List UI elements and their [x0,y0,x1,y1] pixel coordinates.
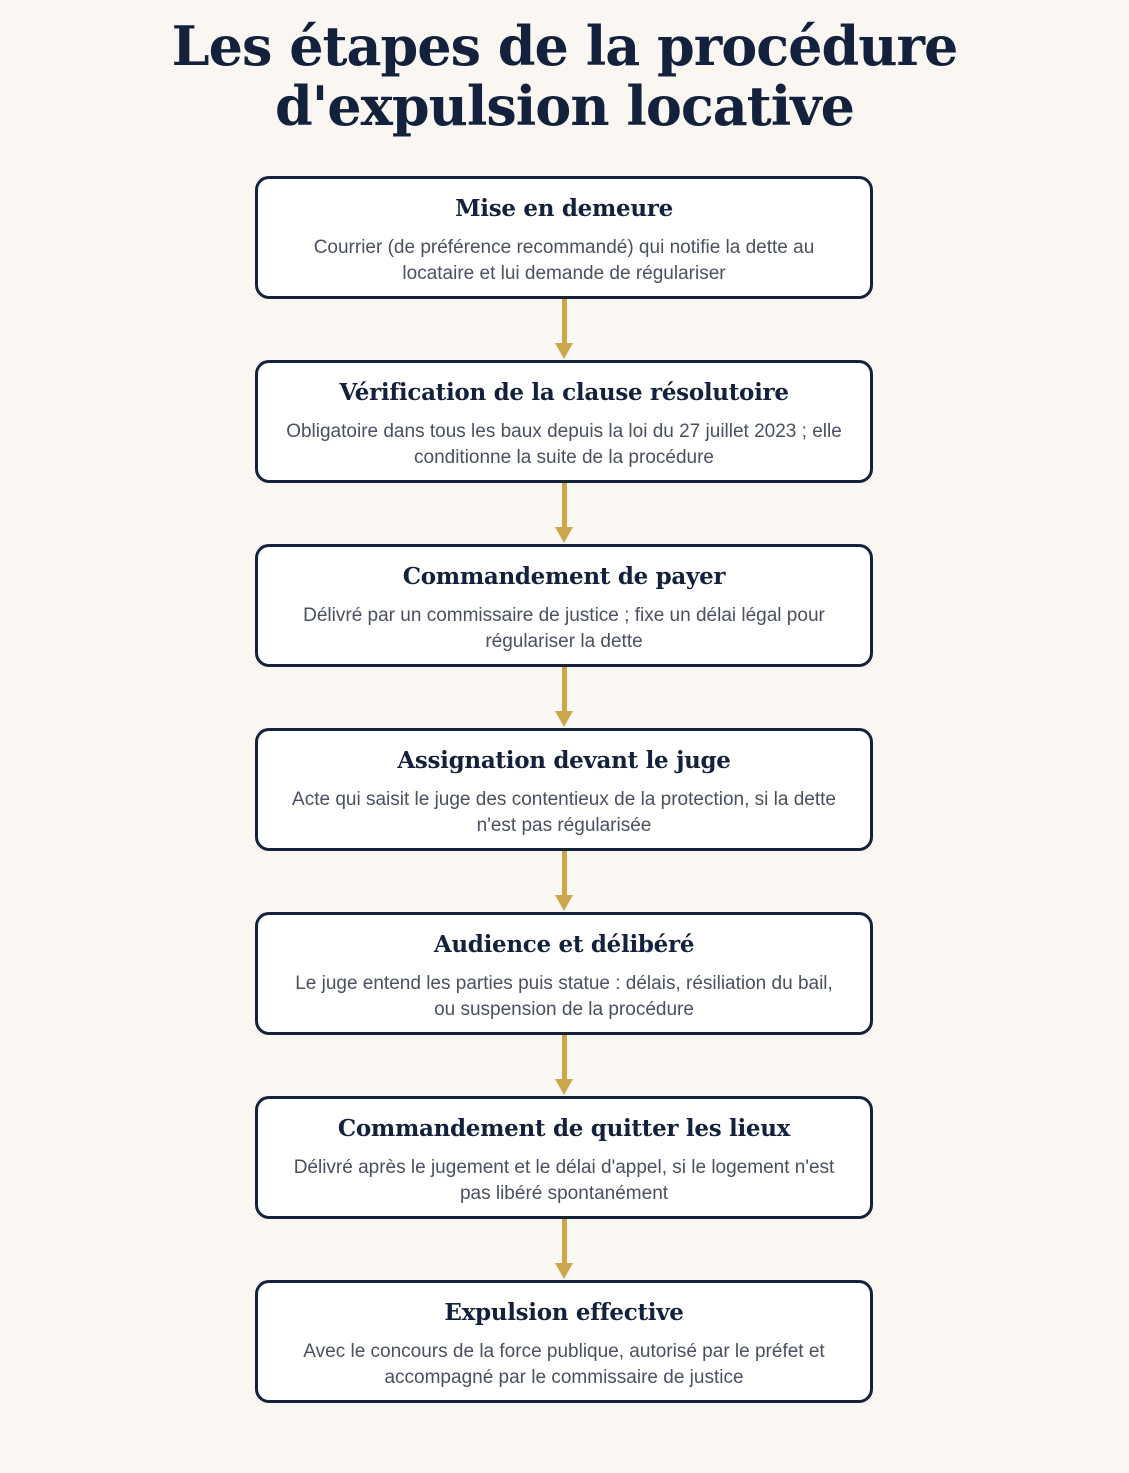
step-audience-delibere [255,912,873,1035]
step-title: Commandement de payer [402,563,726,590]
step-mise-en-demeure [255,176,873,299]
step-description: Délivré après le jugement et le délai d'appel, si le logement n'est pas libéré spontanément [293,1157,835,1204]
page-title: Les étapes de la procédure d'expulsion locative [171,14,958,138]
step-title: Audience et délibéré [433,931,695,958]
step-expulsion-effective [255,1280,873,1403]
step-title: Vérification de la clause résolutoire [339,379,789,406]
step-description: Le juge entend les parties puis statue : délais, résiliation du bail, ou suspension de la procédure [295,973,833,1020]
step-verification-clause [255,360,873,483]
step-description: Obligatoire dans tous les baux depuis la loi du 27 juillet 2023 ; elle conditionne la suite de la procédure [286,421,842,468]
step-description: Délivré par un commissaire de justice ; fixe un délai légal pour régulariser la dette [303,605,825,652]
step-title: Commandement de quitter les lieux [337,1115,791,1142]
step-title: Mise en demeure [455,195,673,222]
step-title: Assignation devant le juge [397,747,731,774]
step-description: Courrier (de préférence recommandé) qui notifie la dette au locataire et lui demande de régulariser [313,237,815,284]
step-commandement-quitter [255,1096,873,1219]
step-description: Acte qui saisit le juge des contentieux de la protection, si la dette n'est pas régularisée [292,789,836,836]
step-description: Avec le concours de la force publique, autorisé par le préfet et accompagné par le commissaire de justice [303,1341,825,1388]
step-assignation-juge [255,728,873,851]
step-commandement-payer [255,544,873,667]
step-title: Expulsion effective [444,1299,684,1326]
